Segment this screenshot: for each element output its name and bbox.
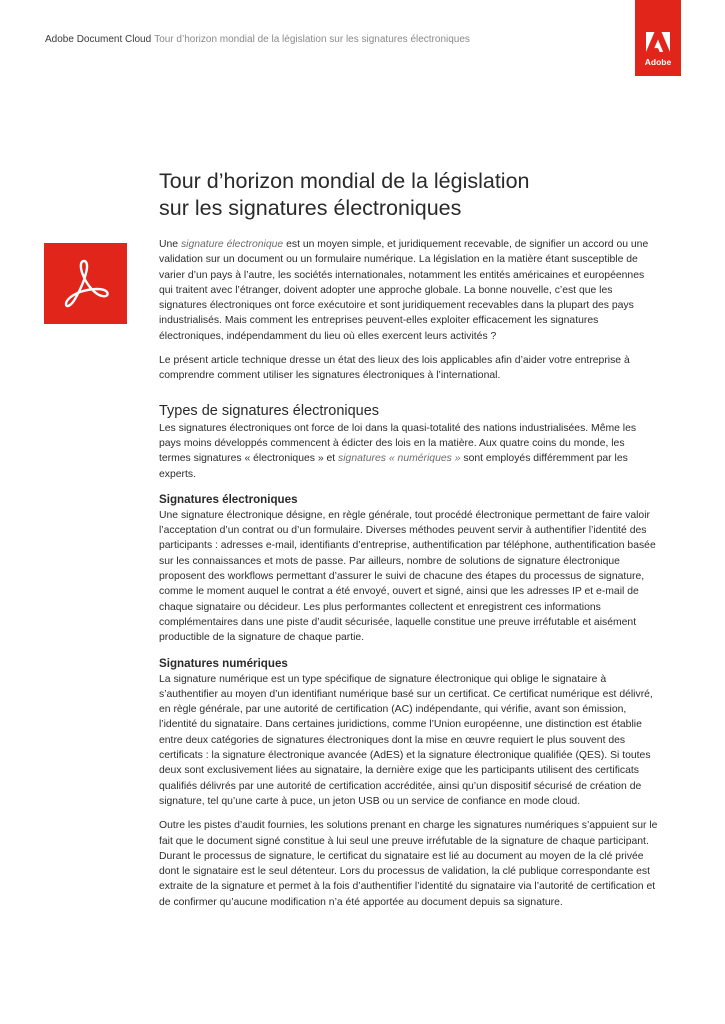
heading-signatures-electroniques: Signatures électroniques: [159, 492, 298, 506]
digital-paragraph-1: La signature numérique est un type spécifique de signature électronique qui oblige le signataire à s’authentifier au moyen d’un identifiant numérique basé sur un certificat. Ce certificat numérique est délivré, en règle générale, par une autorité de certification (AC) indépendante, qui vérifie, avant son émission, l’identité du signataire. Dans certaines juridictions, comme l’Union européenne, une distinction est établie entre deux catégories de signatures électroniques dont la mise en œuvre requiert le plus souvent des certificats : la signature électronique avancée (AdES) et la signature électronique qualifiée (QES). Si toutes deux sont exclusivement liées au signataire, la dernière exige que les participants utilisent des certificats qualifiés délivrés par une autorité de certification accréditée, ainsi qu’un dispositif sécurisé de création de signature, tel qu’une carte à puce, un jeton USB ou un service de confiance en mode cloud.: [159, 673, 653, 807]
electronic-paragraph: Une signature électronique désigne, en règle générale, tout procédé électronique permettant de faire valoir l’acceptation d’un contrat ou d’un formulaire. Diverses méthodes peuvent servir à authentifier l’identité des participants : adresses e-mail, identifiants d’entreprise, authentification par téléphone, authentification basée sur les connaissances et mots de passe. Par ailleurs, nombre de solutions de signature électronique proposent des workflows permettant d’assurer le suivi de chacune des étapes du processus de signature, comme le moment auquel le contrat a été envoyé, ouvert et signé, ainsi que les adresses IP et e-mail de chaque signataire ou décideur. Les plus performantes collectent et enregistrent ces informations complémentaires dans une piste d’audit sécurisée, laquelle constitue une preuve irréfutable et aisément productible de la signature de chaque partie.: [159, 509, 656, 644]
title-line-2: sur les signatures électroniques: [159, 196, 462, 220]
page-title: [159, 168, 619, 222]
term-signature-electronique: signature électronique: [180, 239, 284, 250]
acrobat-swirl-icon: [62, 258, 110, 308]
header-brand: Adobe Document Cloud: [45, 34, 152, 45]
heading-types: Types de signatures électroniques: [159, 402, 380, 419]
article-body: [159, 237, 659, 910]
heading-signatures-numeriques: Signatures numériques: [159, 656, 288, 670]
adobe-a-icon: [646, 32, 670, 54]
intro-paragraph-1: Une signature électronique est un moyen simple, et juridiquement recevable, de signifier un accord ou une validation sur un document ou un formulaire numérique. La législation en la matière étant susceptible de varier d’un pays à l’autre, les sociétés internationales, notamment les entités américaines et européennes qui traitent avec l’étranger, doivent adopter une approche globale. La bonne nouvelle, c’est que les signatures électroniques ont force exécutoire et sont juridiquement recevables dans la plupart des pays industrialisés. Mais comment les entreprises peuvent-elles exploiter efficacement les signatures électroniques, indépendamment du lieu où elles exercent leurs activités ?: [159, 239, 649, 342]
types-paragraph: Les signatures électroniques ont force de loi dans la quasi-totalité des nations industrialisées. Même les pays moins développés commencent à édicter des lois en la matière. Aux quatre coins du monde, les termes signatures « électroniques » et signatures « numériques » sont employés différemment par les experts.: [159, 422, 637, 480]
header-doc-title: Tour d’horizon mondial de la législation sur les signatures électroniques: [154, 34, 470, 45]
adobe-logo-tag: [635, 0, 681, 76]
term-signatures-numeriques: signatures « numériques »: [338, 453, 461, 465]
digital-paragraph-2: Outre les pistes d’audit fournies, les solutions prenant en charge les signatures numériques s’appuient sur le fait que le document signé constitue à lui seul une preuve irréfutable de la signature de chaque participant. Durant le processus de signature, le certificat du signataire est lié au document au moyen de la clé privée dont le signataire est le seul détenteur. Lors du processus de validation, la clé publique correspondante est extraite de la signature et permet à la fois d’authentifier l’identité du signataire via l’autorité de certification et de confirmer qu’aucune modification n’a été apportée au document depuis sa signature.: [159, 820, 658, 908]
title-line-1: Tour d’horizon mondial de la législation: [159, 169, 530, 193]
running-header: [45, 34, 470, 45]
acrobat-logo: [44, 243, 127, 324]
adobe-wordmark: Adobe: [644, 57, 672, 67]
intro-paragraph-2: Le présent article technique dresse un état des lieux des lois applicables afin d’aider votre entreprise à comprendre comment utiliser les signatures électroniques à l’international.: [159, 355, 630, 382]
